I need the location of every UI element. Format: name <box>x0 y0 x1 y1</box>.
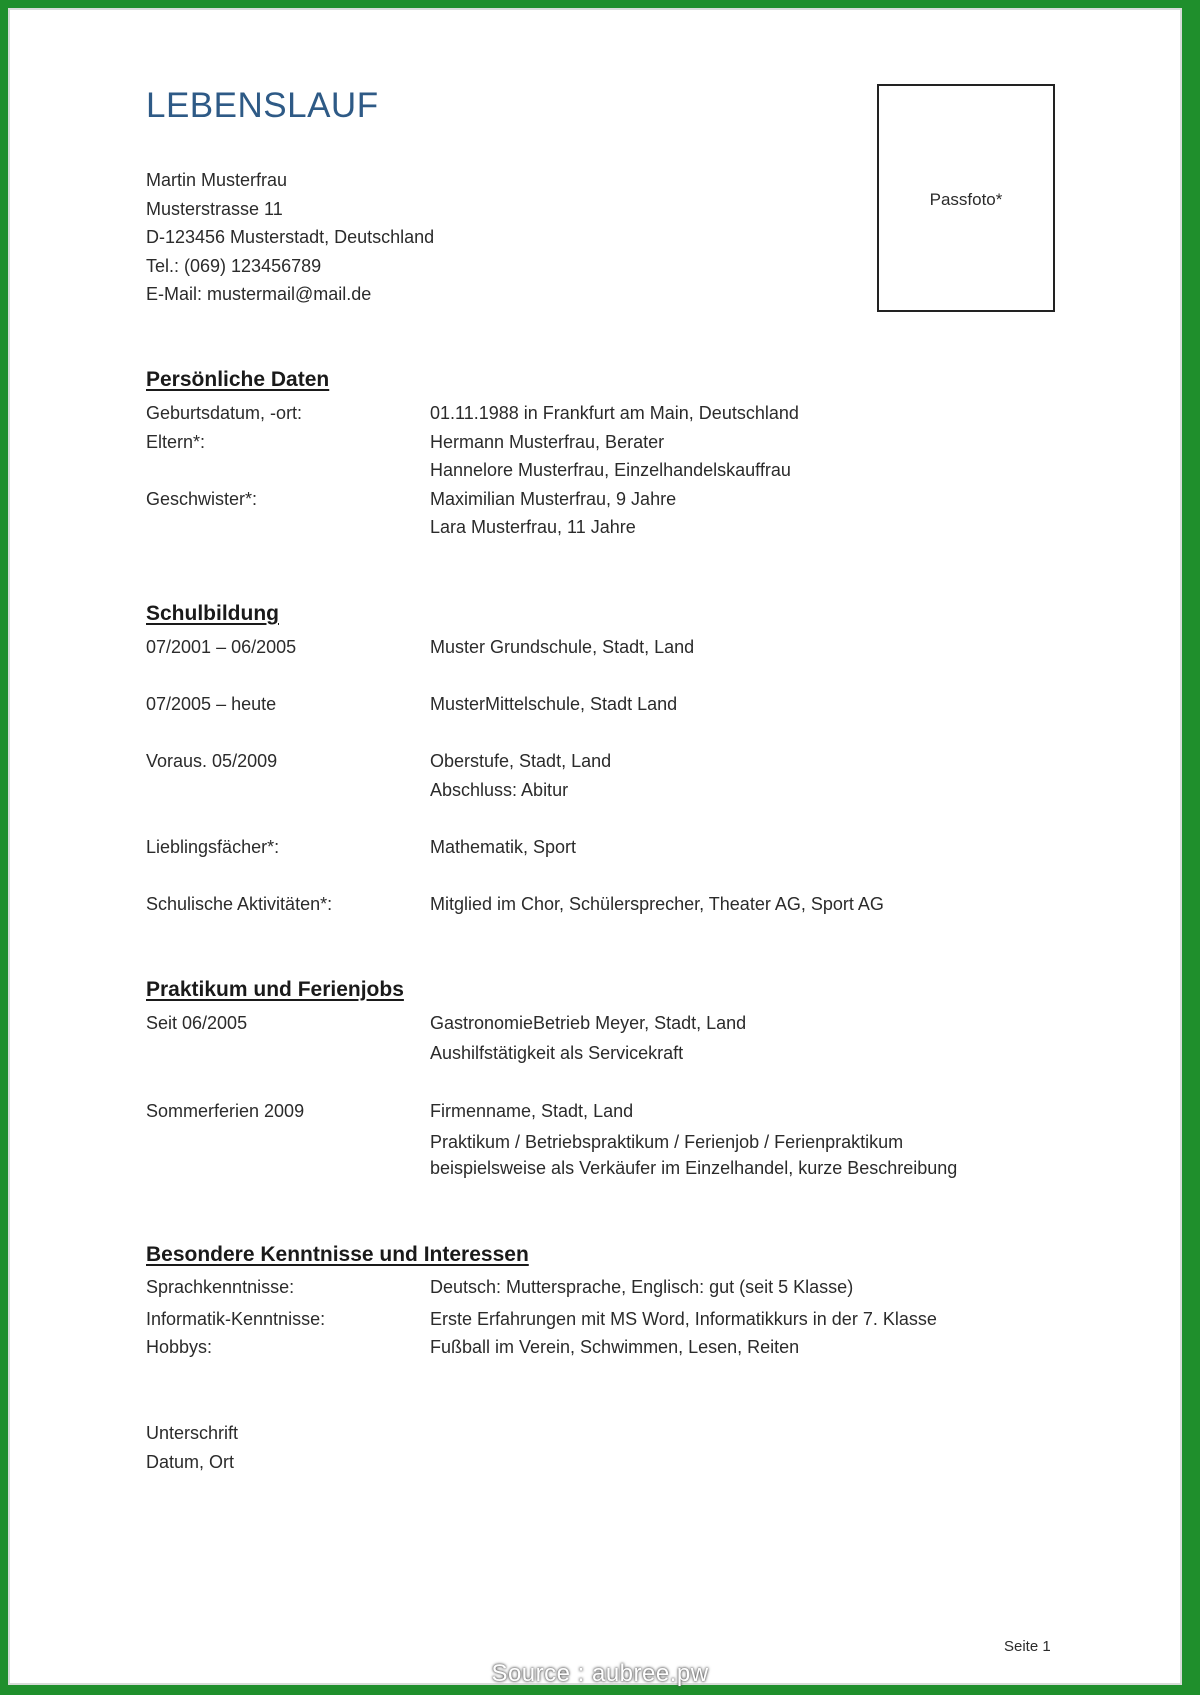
row-value: Deutsch: Muttersprache, Englisch: gut (seit 5 Klasse) <box>430 1277 854 1297</box>
row-label: Sommerferien 2009 <box>146 1101 305 1121</box>
contact-city: D-123456 Musterstadt, Deutschland <box>146 227 435 247</box>
contact-email: E-Mail: mustermail@mail.de <box>146 284 372 304</box>
row-label: Seit 06/2005 <box>146 1013 248 1033</box>
row-value: Fußball im Verein, Schwimmen, Lesen, Reiten <box>430 1337 800 1357</box>
contact-block <box>146 166 434 309</box>
row-value: Abschluss: Abitur <box>430 780 569 800</box>
section-heading-personal: Persönliche Daten <box>146 368 330 391</box>
row-value: beispielsweise als Verkäufer im Einzelhandel, kurze Beschreibung <box>430 1158 958 1178</box>
row-label: Hobbys: <box>146 1337 213 1357</box>
row-value: 01.11.1988 in Frankfurt am Main, Deutschland <box>430 403 799 423</box>
row-label: Geschwister*: <box>146 489 258 509</box>
section-heading-skills: Besondere Kenntnisse und Interessen <box>146 1243 529 1266</box>
date-place-label: Datum, Ort <box>146 1452 235 1472</box>
row-label: 07/2001 – 06/2005 <box>146 637 297 657</box>
row-label: 07/2005 – heute <box>146 694 277 714</box>
row-value: Mitglied im Chor, Schülersprecher, Theater AG, Sport AG <box>430 894 884 914</box>
row-value: MusterMittelschule, Stadt Land <box>430 694 678 714</box>
row-label: Lieblingsfächer*: <box>146 837 280 857</box>
section-heading-jobs: Praktikum und Ferienjobs <box>146 978 404 1001</box>
row-label: Geburtsdatum, -ort: <box>146 403 303 423</box>
row-value: Oberstufe, Stadt, Land <box>430 751 612 771</box>
row-value: Mathematik, Sport <box>430 837 577 857</box>
section-heading-school: Schulbildung <box>146 602 279 625</box>
row-value: Aushilfstätigkeit als Servicekraft <box>430 1043 684 1063</box>
document-title: LEBENSLAUF <box>146 86 379 125</box>
row-value: Maximilian Musterfrau, 9 Jahre <box>430 489 677 509</box>
source-watermark: Source : aubree.pw <box>491 1660 709 1687</box>
row-value: Firmenname, Stadt, Land <box>430 1101 634 1121</box>
row-value: Hannelore Musterfrau, Einzelhandelskauffrau <box>430 460 791 480</box>
row-label: Voraus. 05/2009 <box>146 751 278 771</box>
row-label: Eltern*: <box>146 432 206 452</box>
signature-label: Unterschrift <box>146 1423 239 1443</box>
page-number: Seite 1 <box>1004 1638 1051 1655</box>
row-label: Schulische Aktivitäten*: <box>146 894 333 914</box>
photo-placeholder <box>877 84 1055 312</box>
row-value: Lara Musterfrau, 11 Jahre <box>430 517 636 537</box>
contact-phone: Tel.: (069) 123456789 <box>146 255 322 276</box>
row-label: Sprachkenntnisse: <box>146 1277 295 1297</box>
row-value: Praktikum / Betriebspraktikum / Ferienjob / Ferienpraktikum <box>430 1132 904 1152</box>
contact-street: Musterstrasse 11 <box>146 198 283 219</box>
row-value: Hermann Musterfrau, Berater <box>430 432 665 452</box>
row-value: Muster Grundschule, Stadt, Land <box>430 637 695 657</box>
photo-label: Passfoto* <box>929 190 1003 209</box>
row-label: Informatik-Kenntnisse: <box>146 1309 326 1329</box>
row-value: Erste Erfahrungen mit MS Word, Informatikkurs in der 7. Klasse <box>430 1309 937 1329</box>
row-value: GastronomieBetrieb Meyer, Stadt, Land <box>430 1013 747 1033</box>
contact-name: Martin Musterfrau <box>146 170 288 190</box>
